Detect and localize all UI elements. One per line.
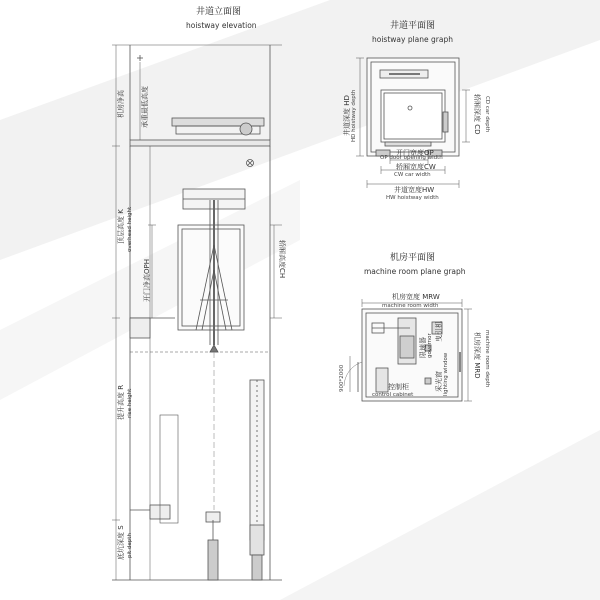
control-cabinet-label: 控制柜 bbox=[388, 383, 409, 391]
overhead-height-label: 顶层高度 K bbox=[117, 209, 125, 244]
car-width-label: 轿厢宽度CW bbox=[396, 163, 436, 171]
control-cabinet-en: control cabinet bbox=[372, 392, 414, 398]
car-width-en: CW car width bbox=[394, 172, 431, 178]
rise-height-en: rise height bbox=[127, 388, 133, 418]
machine-room-subtitle: machine room plane graph bbox=[364, 267, 466, 276]
pit-depth-label: 底坑深度 S bbox=[117, 525, 125, 560]
machine-room-title: 机房平面图 bbox=[390, 253, 436, 263]
lighting-window-label: 采光窗 bbox=[435, 371, 443, 392]
governor-label: 限速器 bbox=[419, 337, 427, 358]
door-opening-height-label: 开门净高OPH bbox=[143, 259, 151, 302]
elevation-subtitle: hoistway elevation bbox=[186, 21, 257, 30]
hoistway-plan-title: 井道平面图 bbox=[390, 21, 436, 31]
rise-height-label: 提升高度 R bbox=[117, 384, 125, 420]
machine-room-height-label: 机房净高 bbox=[117, 90, 125, 118]
door-opening-width-en: OP door opening width bbox=[380, 155, 443, 161]
bearing-beam-height-label: 承重最低高度 bbox=[141, 86, 149, 128]
car-depth-label: 轿厢深度 CD bbox=[473, 94, 481, 135]
elevation-title: 井道立面图 bbox=[196, 7, 242, 17]
hoistway-depth-en: HD hoistway depth bbox=[351, 89, 357, 142]
machine-room-width-label: 机房宽度 MRW bbox=[392, 293, 440, 301]
machine-room-depth-label: 机房深度 MRD bbox=[473, 332, 481, 379]
overhead-height-en: overhead height bbox=[127, 206, 133, 252]
machine-room-width-en: machine room width bbox=[382, 303, 439, 309]
governor-en: governor bbox=[427, 333, 433, 358]
hoistway-plan bbox=[367, 58, 459, 156]
hoistway-width-label: 井道宽度HW bbox=[394, 186, 435, 194]
hoistway-plan-subtitle: hoistway plane graph bbox=[372, 35, 453, 44]
traction-machine-label: 曳引机 bbox=[435, 321, 443, 342]
car-height-label: 轿厢高度CH bbox=[278, 240, 286, 279]
car-depth-en: CD car depth bbox=[484, 96, 490, 133]
door-size-label: 900*2000 bbox=[339, 364, 345, 392]
pit-depth-en: pit depth bbox=[127, 533, 133, 558]
hoistway-width-en: HW hoistway width bbox=[386, 195, 439, 201]
hoistway-depth-label: 井道深度 HD bbox=[343, 95, 351, 136]
machine-room-depth-en: machine room depth bbox=[484, 330, 490, 388]
door-opening-width-label: 开门宽度OP bbox=[396, 149, 434, 157]
lighting-window-en: lighting window bbox=[443, 352, 449, 396]
